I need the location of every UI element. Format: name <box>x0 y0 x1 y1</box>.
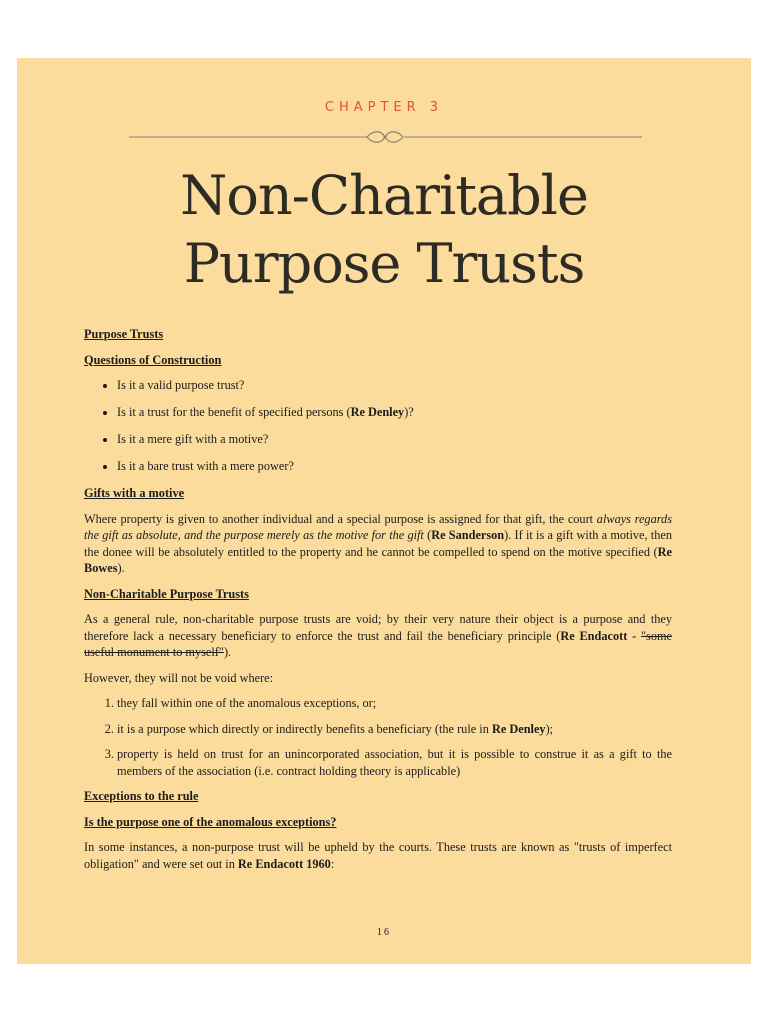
paragraph-gifts: Where property is given to another individual and a special purpose is assigned for that gift, the court always regards the gift as absolute, and the purpose merely as the motive for the gift (Re Sanderson). If it is a gift with a motive, then the donee will be absolutely entitled to the property and he cannot be compelled to spend on the motive specified (Re Bowes). <box>84 511 672 575</box>
case-name: Re Denley <box>491 721 546 736</box>
list-item: • Is it a valid purpose trust? <box>117 377 672 394</box>
case-name: Re Denley <box>350 405 405 419</box>
list-item: 2. it is a purpose which directly or indirectly benefits a beneficiary (the rule in Re Denley); <box>117 721 672 738</box>
quotation: "some useful monument to myself" <box>84 628 672 659</box>
chapter-title <box>17 162 751 298</box>
paragraph-imperfect-obligation: In some instances, a non-purpose trust will be upheld by the courts. These trusts are known as "trusts of imperfect obligation" and were set out in Re Endacott 1960: <box>84 840 672 871</box>
case-name: Re Endacott 1960 <box>237 856 331 871</box>
list-item: • Is it a bare trust with a mere power? <box>117 458 672 475</box>
list-item: 1. they fall within one of the anomalous exceptions, or; <box>117 695 672 712</box>
heading-anomalous-exceptions: Is the purpose one of the anomalous exceptions? <box>84 814 337 829</box>
list-item: • Is it a mere gift with a motive? <box>117 431 672 448</box>
ornamental-divider <box>129 128 642 146</box>
page-number: 16 <box>377 927 391 938</box>
heading-purpose-trusts: Purpose Trusts <box>84 327 164 341</box>
heading-exceptions-to-the-rule: Exceptions to the rule <box>84 789 199 803</box>
heading-questions-of-construction: Questions of Construction <box>84 352 222 367</box>
document-page <box>17 58 751 964</box>
chapter-title-line2: Purpose Trusts <box>183 232 585 295</box>
list-item: • Is it a trust for the benefit of specified persons (Re Denley)? <box>117 404 672 421</box>
exceptions-numbered-list <box>84 695 672 779</box>
paragraph-however: However, they will not be void where: <box>84 670 274 685</box>
list-item: 3. property is held on trust for an unincorporated association, but it is possible to construe it as a gift to the members of the association (i.e. contract holding theory is applicable) <box>117 746 672 779</box>
case-name: Re Sanderson <box>431 528 505 542</box>
paragraph-general-rule: As a general rule, non-charitable purpose trusts are void; by their very nature their object is a purpose and they therefore lack a necessary beneficiary to enforce the trust and fail the beneficiary principle (Re Endacott - "some useful monument to myself"). <box>84 612 672 659</box>
case-name: Re Endacott <box>560 628 628 643</box>
heading-gifts-with-a-motive: Gifts with a motive <box>84 486 185 500</box>
heading-non-charitable-purpose-trusts: Non-Charitable Purpose Trusts <box>84 586 249 601</box>
questions-list <box>84 377 672 475</box>
chapter-title-line1: Non-Charitable <box>180 164 588 227</box>
case-name: Re Bowes <box>84 544 672 575</box>
chapter-label: CHAPTER 3 <box>324 100 444 115</box>
document-body <box>84 326 672 881</box>
